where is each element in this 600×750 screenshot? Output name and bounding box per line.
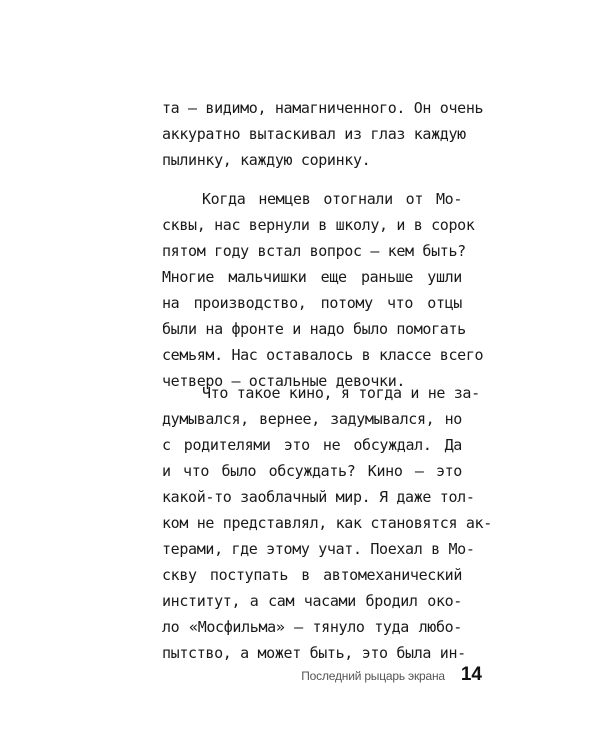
text-line: на производство, потому что отцы	[162, 294, 462, 312]
text-line: ло «Мосфильма» — тянуло туда любо-	[162, 618, 462, 636]
text-line: пылинку, каждую соринку.	[162, 151, 371, 169]
text-line: и что было обсуждать? Кино — это	[162, 462, 462, 480]
text-line: институт, а сам часами бродил око-	[162, 592, 462, 610]
text-line: Многие мальчишки еще раньше ушли	[162, 268, 462, 286]
paragraph-3	[162, 380, 492, 666]
page-number: 14	[460, 664, 482, 685]
text-line: думывался, вернее, задумывался, но	[162, 410, 462, 428]
text-line: сквы, нас вернули в школу, и в сорок	[162, 216, 475, 234]
text-line: та — видимо, намагниченного. Он очень	[162, 99, 484, 117]
text-line: аккуратно вытаскивал из глаз каждую	[162, 125, 466, 143]
text-line: Когда немцев отогнали от Мо-	[202, 190, 462, 208]
text-line: пятом году встал вопрос — кем быть?	[162, 242, 466, 260]
paragraph-1	[162, 95, 484, 173]
text-line: четверо — остальные девочки.	[162, 372, 406, 390]
text-line: Что такое кино, я тогда и не за-	[202, 384, 480, 402]
text-line: какой-то заоблачный мир. Я даже тол-	[162, 488, 475, 506]
page-footer	[300, 664, 482, 688]
text-line: ком не представлял, как становятся ак-	[162, 514, 492, 532]
running-title: Последний рыцарь экрана	[301, 669, 445, 683]
text-line: пытство, а может быть, это была ин-	[162, 644, 466, 662]
text-line: были на фронте и надо было помогать	[162, 320, 466, 338]
text-line: скву поступать в автомеханический	[162, 566, 462, 584]
paragraph-2	[162, 186, 484, 394]
text-line: с родителями это не обсуждал. Да	[162, 436, 462, 454]
text-line: семьям. Нас оставалось в классе всего	[162, 346, 484, 364]
text-line: терами, где этому учат. Поехал в Мо-	[162, 540, 475, 558]
